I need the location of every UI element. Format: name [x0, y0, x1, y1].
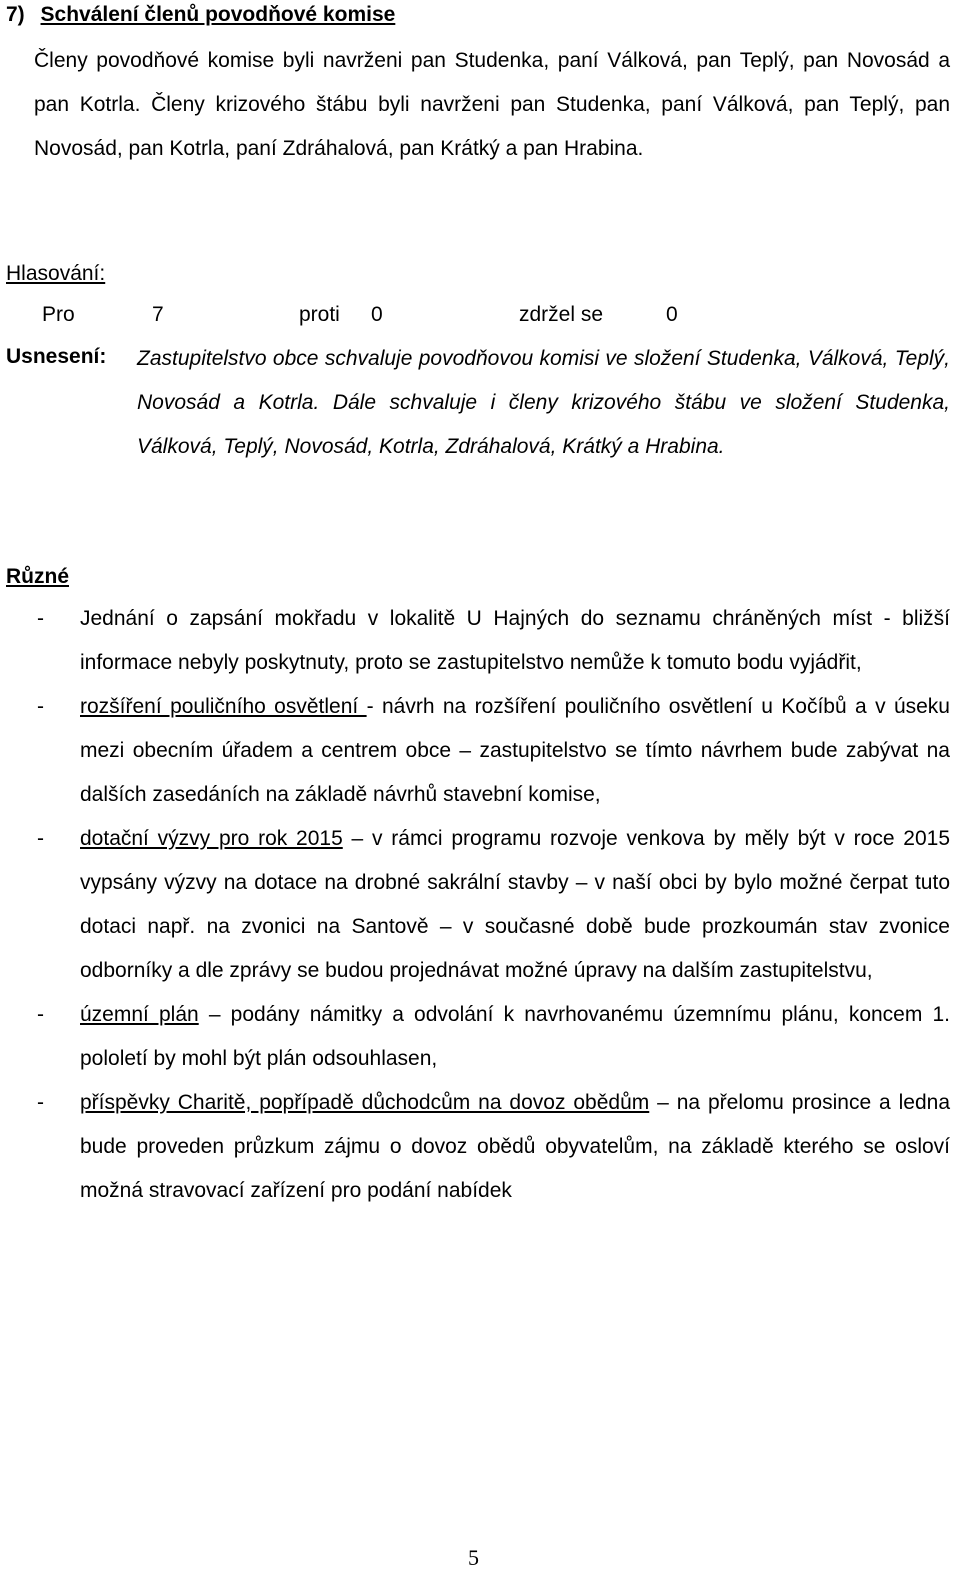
- item-text: Jednání o zapsání mokřadu v lokalitě U Hajných do seznamu chráněných míst - bližší informace nebyly poskytnuty, proto se zastupitelstvo nemůže k tomuto bodu vyjádřit,: [80, 607, 950, 674]
- voting-row: [0, 300, 960, 330]
- item-topic: územní plán: [80, 1003, 199, 1026]
- voting-label: Hlasování:: [6, 262, 106, 285]
- bullet-dash: -: [37, 1091, 44, 1114]
- bullet-dash: -: [37, 1003, 44, 1026]
- vote-pro-label: Pro: [42, 303, 75, 326]
- intro-paragraph: Členy povodňové komise byli navrženi pan Studenka, paní Válková, pan Teplý, pan Novosád a pan Kotrla. Členy krizového štábu byli navrženi pan Studenka, paní Válková, pan Teplý, pan Novosád, pan Kotrla, paní Zdráhalová, pan Krátký a pan Hrabina.: [34, 49, 950, 160]
- list-item: [0, 597, 950, 685]
- ruzne-list: [0, 597, 960, 1213]
- list-item: [0, 685, 950, 817]
- vote-proti-label: proti: [299, 303, 340, 326]
- vote-proti-value: 0: [371, 303, 383, 326]
- list-item: [0, 817, 950, 993]
- item-text: - návrh na rozšíření pouličního osvětlení u Kočíbů a v úseku mezi obecním úřadem a centrem obce – zastupitelstvo se tímto návrhem bude zabývat na dalších zasedáních na základě návrhů stavební komise,: [80, 695, 950, 806]
- item-topic: dotační výzvy pro rok 2015: [80, 827, 343, 850]
- vote-zdrzel-value: 0: [666, 303, 678, 326]
- bullet-dash: -: [37, 827, 44, 850]
- section-title: Schválení členů povodňové komise: [40, 3, 396, 26]
- item-text: – na přelomu prosince a ledna bude proveden průzkum zájmu o dovoz obědů obyvatelům, na základě kterého se osloví možná stravovací zařízení pro podání nabídek: [80, 1091, 950, 1202]
- item-text: – v rámci programu rozvoje venkova by měly být v roce 2015 vypsány výzvy na dotace na drobné sakrální stavby – v naší obci by bylo možné čerpat tuto dotaci např. na zvonici na Santově – v současné době bude prozkoumán stav zvonice odborníky a dle zprávy se budou projednávat možné úpravy na dalším zastupitelstvu,: [80, 827, 950, 982]
- ruzne-heading: Různé: [6, 565, 69, 588]
- item-text: – podány námitky a odvolání k navrhovanému územnímu plánu, koncem 1. pololetí by mohl být plán odsouhlasen,: [80, 1003, 950, 1070]
- resolution-text: Zastupitelstvo obce schvaluje povodňovou komisi ve složení Studenka, Válková, Teplý, Novosád a Kotrla. Dále schvaluje i členy krizového štábu ve složení Studenka, Válková, Teplý, Novosád, Kotrla, Zdráhalová, Krátký a Hrabina.: [137, 347, 950, 458]
- vote-pro-value: 7: [152, 303, 164, 326]
- list-item: [0, 993, 950, 1081]
- bullet-dash: -: [37, 607, 44, 630]
- resolution-label: Usnesení:: [6, 345, 107, 368]
- vote-zdrzel-label: zdržel se: [519, 303, 604, 326]
- list-item: [0, 1081, 950, 1213]
- page-number: 5: [468, 1545, 479, 1570]
- item-topic: rozšíření pouličního osvětlení: [80, 695, 367, 718]
- section-heading: [6, 0, 395, 30]
- bullet-dash: -: [37, 695, 44, 718]
- section-number: 7): [6, 3, 25, 26]
- item-topic: příspěvky Charitě, popřípadě důchodcům na dovoz obědům: [80, 1091, 650, 1114]
